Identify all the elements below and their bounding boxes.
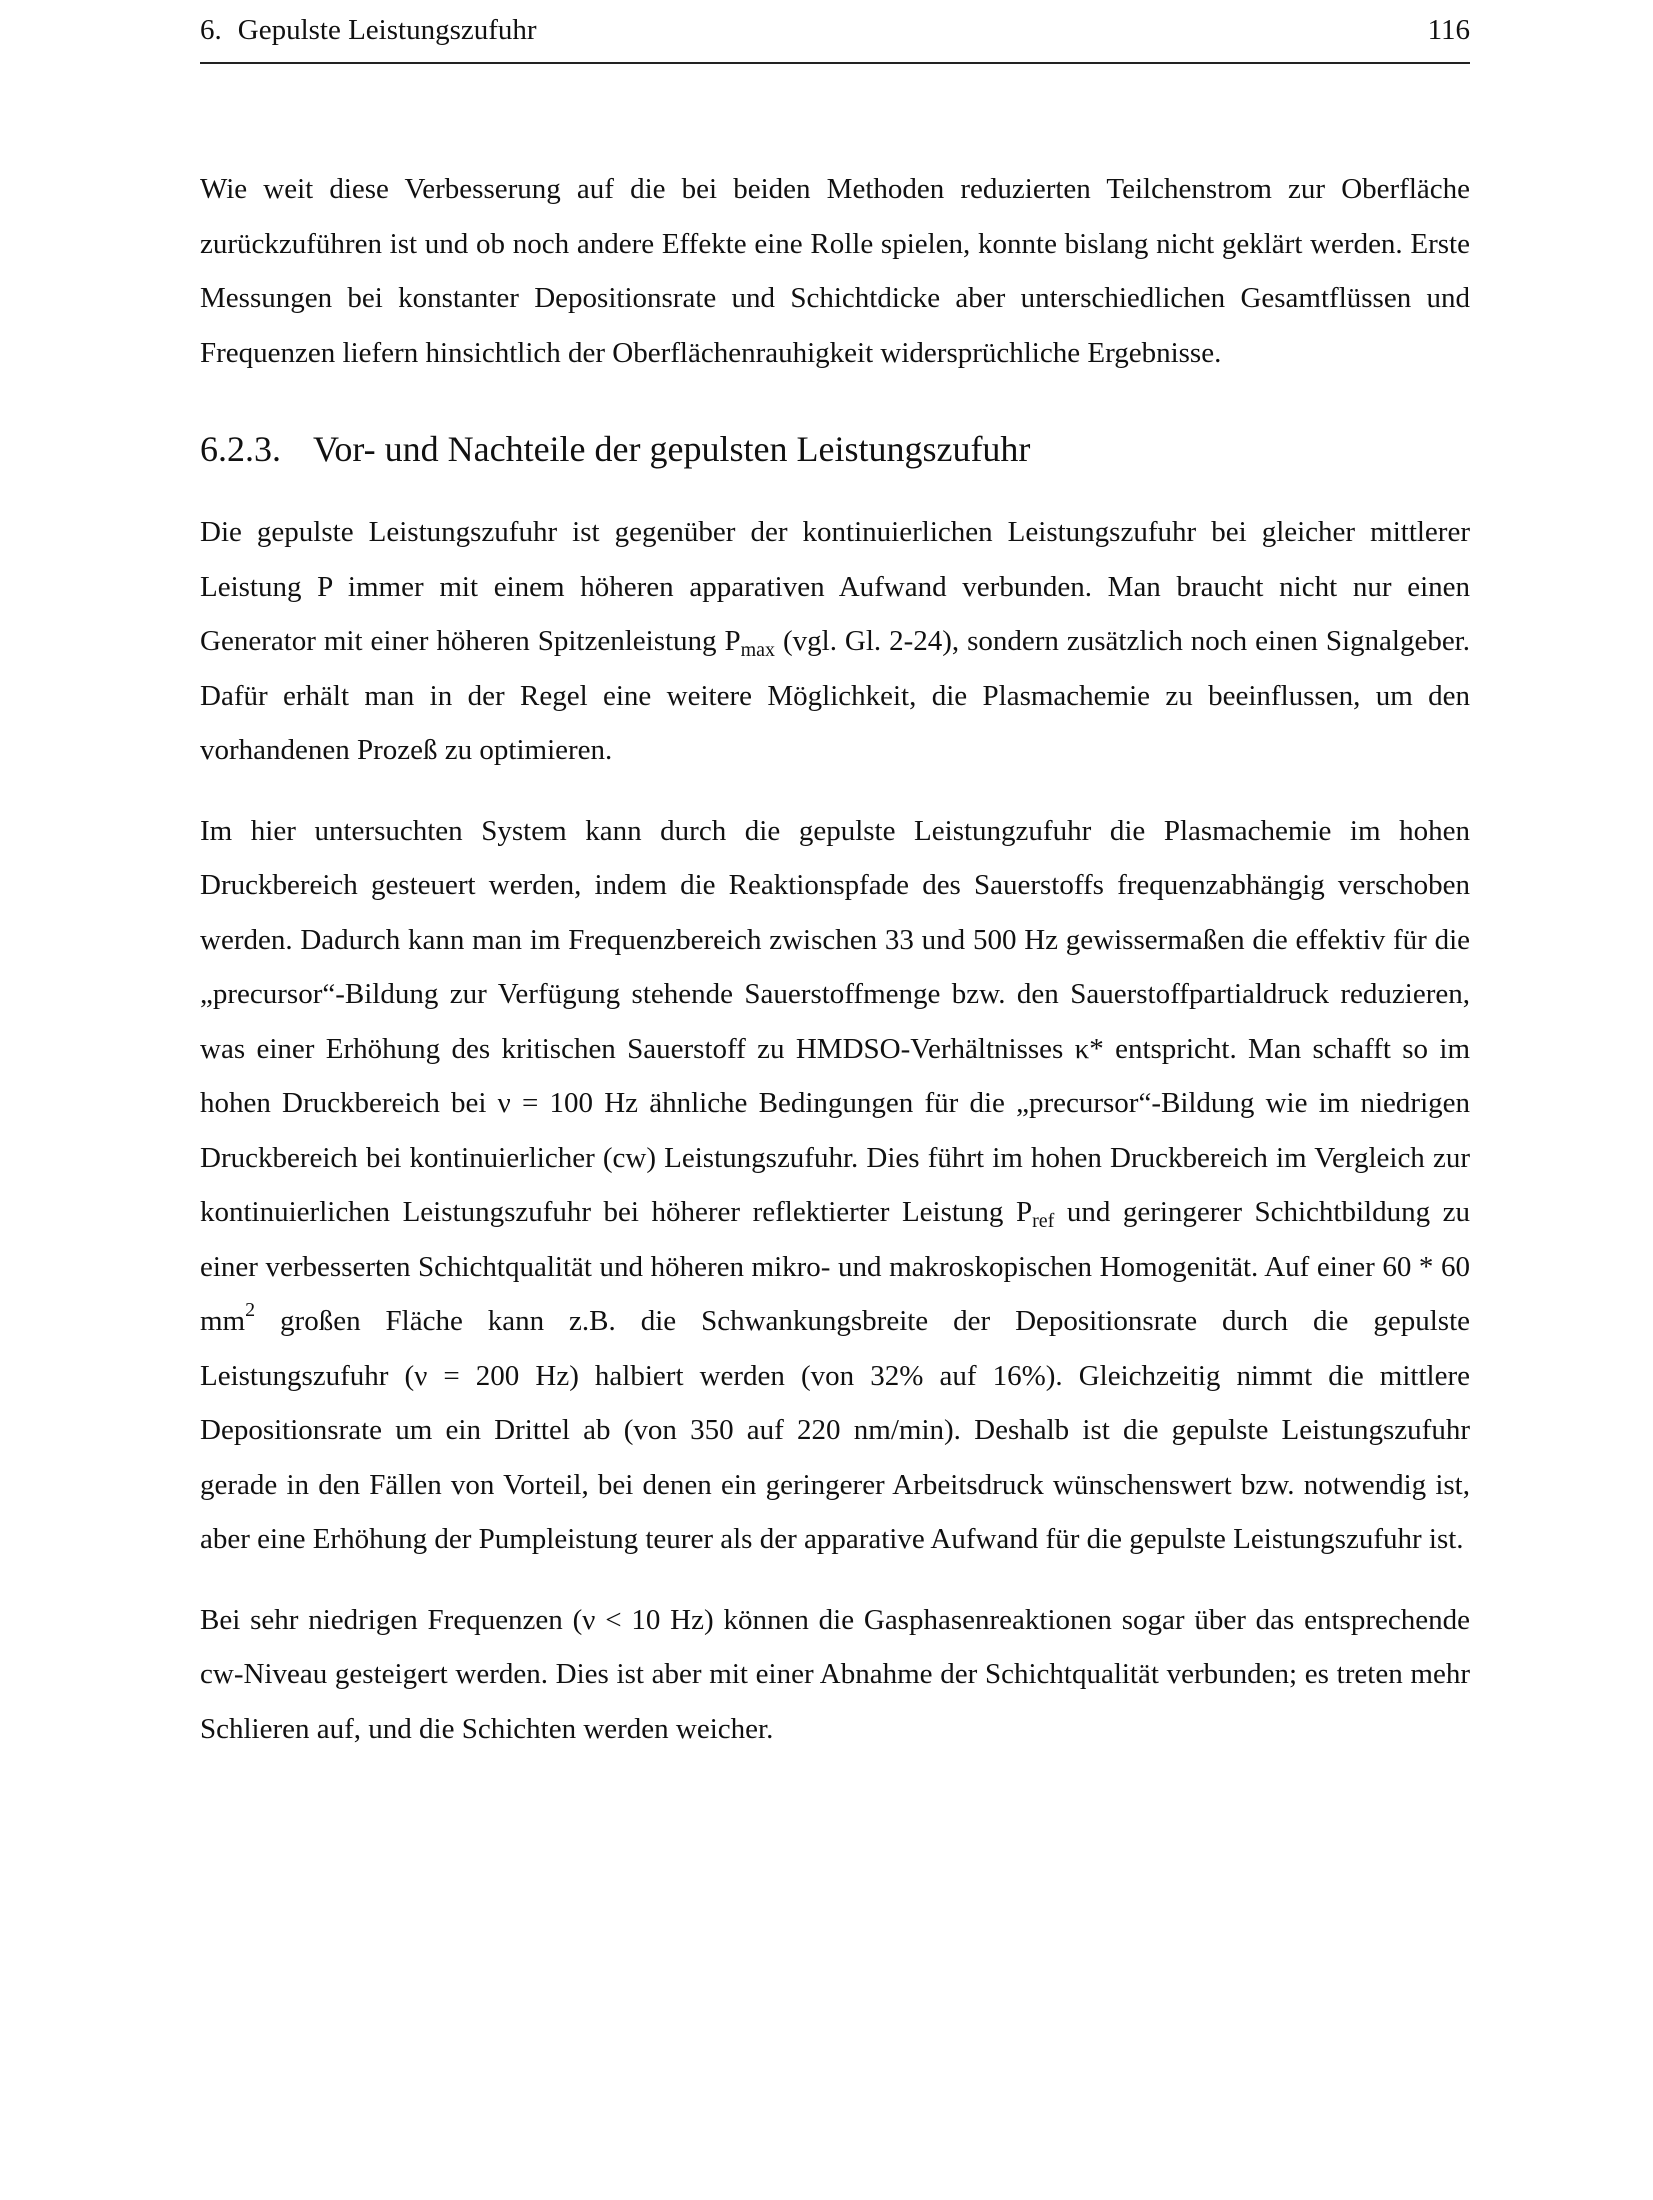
header-chapter-number: 6. — [200, 14, 222, 46]
document-page — [200, 0, 1470, 1756]
header-chapter — [200, 16, 537, 45]
section-title: Vor- und Nachteile der gepulsten Leistungszufuhr — [313, 429, 1031, 469]
paragraph-4: Bei sehr niedrigen Frequenzen (ν < 10 Hz) können die Gasphasenreaktionen sogar über das entsprechende cw-Niveau gesteigert werden. Dies ist aber mit einer Abnahme der Schichtqualität verbunden; es treten mehr Schlieren auf, und die Schichten werden weicher. — [200, 1603, 1470, 1745]
subscript-max: max — [740, 639, 776, 662]
paragraph-3 — [200, 804, 1470, 1567]
running-header — [200, 0, 1470, 64]
paragraph-3-text-b: und geringerer Schichtbildung zu einer verbesserten Schichtqualität und höheren mikro- und makroskopischen Homogenität. Auf einer 60 * 60 mm — [200, 1196, 1470, 1338]
page-number: 116 — [1427, 14, 1470, 46]
paragraph-2-text-b: (vgl. Gl. 2-24), sondern zusätzlich noch einen Signalgeber. Dafür erhält man in der Regel eine weitere Möglichkeit, die Plasmachemie zu beeinflussen, um den vorhandenen Prozeß zu optimieren. — [200, 625, 1470, 767]
header-chapter-title: Gepulste Leistungszufuhr — [237, 14, 537, 46]
section-number: 6.2.3. — [200, 429, 281, 469]
paragraph-3-text-c: großen Fläche kann z.B. die Schwankungsbreite der Depositionsrate durch die gepulste Leistungszufuhr (ν = 200 Hz) halbiert werden (von 32% auf 16%). Gleichzeitig nimmt die mittlere Depositionsrate um ein Drittel ab (von 350 auf 220 nm/min). Deshalb ist die gepulste Leistungszufuhr gerade in den Fällen von Vorteil, bei denen ein geringerer Arbeitsdruck wünschenswert bzw. notwendig ist, aber eine Erhöhung der Pumpleistung teurer als der apparative Aufwand für die gepulste Leistungszufuhr ist. — [200, 1305, 1470, 1556]
superscript-2: 2 — [245, 1299, 256, 1322]
paragraph-1: Wie weit diese Verbesserung auf die bei beiden Methoden reduzierten Teilchenstrom zur Oberfläche zurückzuführen ist und ob noch andere Effekte eine Rolle spielen, konnte bislang nicht geklärt werden. Erste Messungen bei konstanter Depositionsrate und Schichtdicke aber unterschiedlichen Gesamtflüssen und Frequenzen liefern hinsichtlich der Oberflächenrauhigkeit widersprüchliche Ergebnisse. — [200, 173, 1470, 369]
paragraph-2-text-a: Die gepulste Leistungszufuhr ist gegenüber der kontinuierlichen Leistungszufuhr bei gleicher mittlerer Leistung P immer mit einem höheren apparativen Aufwand verbunden. Man braucht nicht nur einen Generator mit einer höheren Spitzenleistung P — [200, 516, 1470, 658]
subscript-ref: ref — [1032, 1210, 1055, 1233]
paragraph-3-text-a: Im hier untersuchten System kann durch die gepulste Leistungzufuhr die Plasmachemie im hohen Druckbereich gesteuert werden, indem die Reaktionspfade des Sauerstoffs frequenzabhängig verschoben werden. Dadurch kann man im Frequenzbereich zwischen 33 und 500 Hz gewissermaßen die effektiv für die „precursor“-Bildung zur Verfügung stehende Sauerstoffmenge bzw. den Sauerstoffpartialdruck reduzieren, was einer Erhöhung des kritischen Sauerstoff zu HMDSO-Verhältnisses κ* entspricht. Man schafft so im hohen Druckbereich bei ν = 100 Hz ähnliche Bedingungen für die „precursor“-Bildung wie im niedrigen Druckbereich bei kontinuierlicher (cw) Leistungszufuhr. Dies führt im hohen Druckbereich im Vergleich zur kontinuierlichen Leistungszufuhr bei höherer reflektierter Leistung P — [200, 814, 1470, 1229]
section-heading — [200, 428, 1470, 471]
paragraph-2 — [200, 505, 1470, 778]
